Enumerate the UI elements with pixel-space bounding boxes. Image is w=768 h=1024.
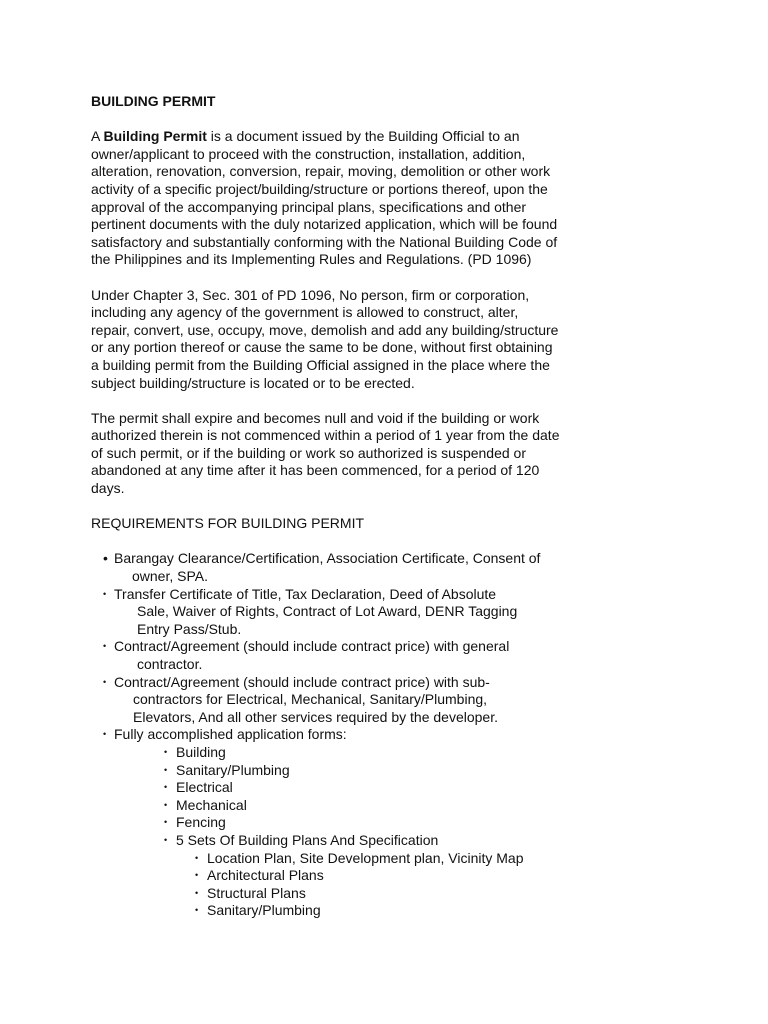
chapter-paragraph: Under Chapter 3, Sec. 301 of PD 1096, No person, firm or corporation, including any agency of the government is allowed to construct, alter, repair, convert, use, occupy, move, demolish and add any building/structure or any portion thereof or cause the same to be done, without first obtaining a building permit from the Building Official assigned in the place where the subject building/structure is located or to be erected. xyxy=(91,286,559,391)
requirement-item: • Barangay Clearance/Certification, Association Certificate, Consent of owner, SPA. xyxy=(103,550,541,585)
page-title: BUILDING PERMIT xyxy=(91,93,216,109)
requirement-item: • Transfer Certificate of Title, Tax Declaration, Deed of Absolute Sale, Waiver of Rights, Contract of Lot Award, DENR Tagging Entry Pass/Stub. xyxy=(103,585,518,637)
requirement-item: • Contract/Agreement (should include contract price) with general contractor. xyxy=(103,638,510,672)
bullet-icon: • xyxy=(195,887,199,898)
bullet-icon: • xyxy=(164,746,168,757)
intro-term: Building Permit xyxy=(103,128,207,145)
document-page xyxy=(91,93,561,920)
list-item: • Architectural Plans xyxy=(195,867,324,884)
list-item: • Sanitary/Plumbing xyxy=(195,902,321,919)
requirement-item: • Contract/Agreement (should include contract price) with sub- contractors for Electrical, Mechanical, Sanitary/Plumbing, Elevators, And all other services required by the developer. xyxy=(103,673,498,725)
bullet-icon: • xyxy=(103,588,107,599)
requirement-item: • Fully accomplished application forms: xyxy=(103,726,347,743)
bullet-icon: • xyxy=(195,870,199,881)
plans-list xyxy=(91,850,561,920)
requirements-heading: REQUIREMENTS FOR BUILDING PERMIT xyxy=(91,515,365,532)
bullet-icon: • xyxy=(103,550,108,567)
list-item: • Fencing xyxy=(164,814,226,831)
list-item: • 5 Sets Of Building Plans And Specification xyxy=(164,831,439,848)
list-item: • Mechanical xyxy=(164,796,247,813)
bullet-icon: • xyxy=(103,729,107,740)
bullet-icon: • xyxy=(195,905,199,916)
list-item: • Structural Plans xyxy=(195,884,306,901)
bullet-icon: • xyxy=(164,834,168,845)
list-item: • Building xyxy=(164,743,226,760)
expiry-paragraph: The permit shall expire and becomes null and void if the building or work authorized therein is not commenced within a period of 1 year from the date of such permit, or if the building or work so authorized is suspended or abandoned at any time after it has been commenced, for a period of 120 days. xyxy=(91,409,560,497)
bullet-icon: • xyxy=(164,764,168,775)
forms-list xyxy=(91,744,561,850)
bullet-icon: • xyxy=(164,782,168,793)
bullet-icon: • xyxy=(164,799,168,810)
bullet-icon: • xyxy=(103,641,107,652)
list-item: • Location Plan, Site Development plan, Vicinity Map xyxy=(195,849,524,866)
list-item: • Sanitary/Plumbing xyxy=(164,761,290,778)
bullet-icon: • xyxy=(103,676,107,687)
intro-paragraph: A Building Permit is a document issued by the Building Official to an owner/applicant to proceed with the construction, installation, addition, alteration, renovation, conversion, repair, moving, demolition or other work activity of a specific project/building/structure or portions thereof, upon the approval of the accompanying principal plans, specifications and other pertinent documents with the duly notarized application, which will be found satisfactory and substantially conforming with the National Building Code of the Philippines and its Implementing Rules and Regulations. (PD 1096) xyxy=(91,128,558,268)
list-item: • Electrical xyxy=(164,779,233,796)
bullet-icon: • xyxy=(195,852,199,863)
bullet-icon: • xyxy=(164,817,168,828)
